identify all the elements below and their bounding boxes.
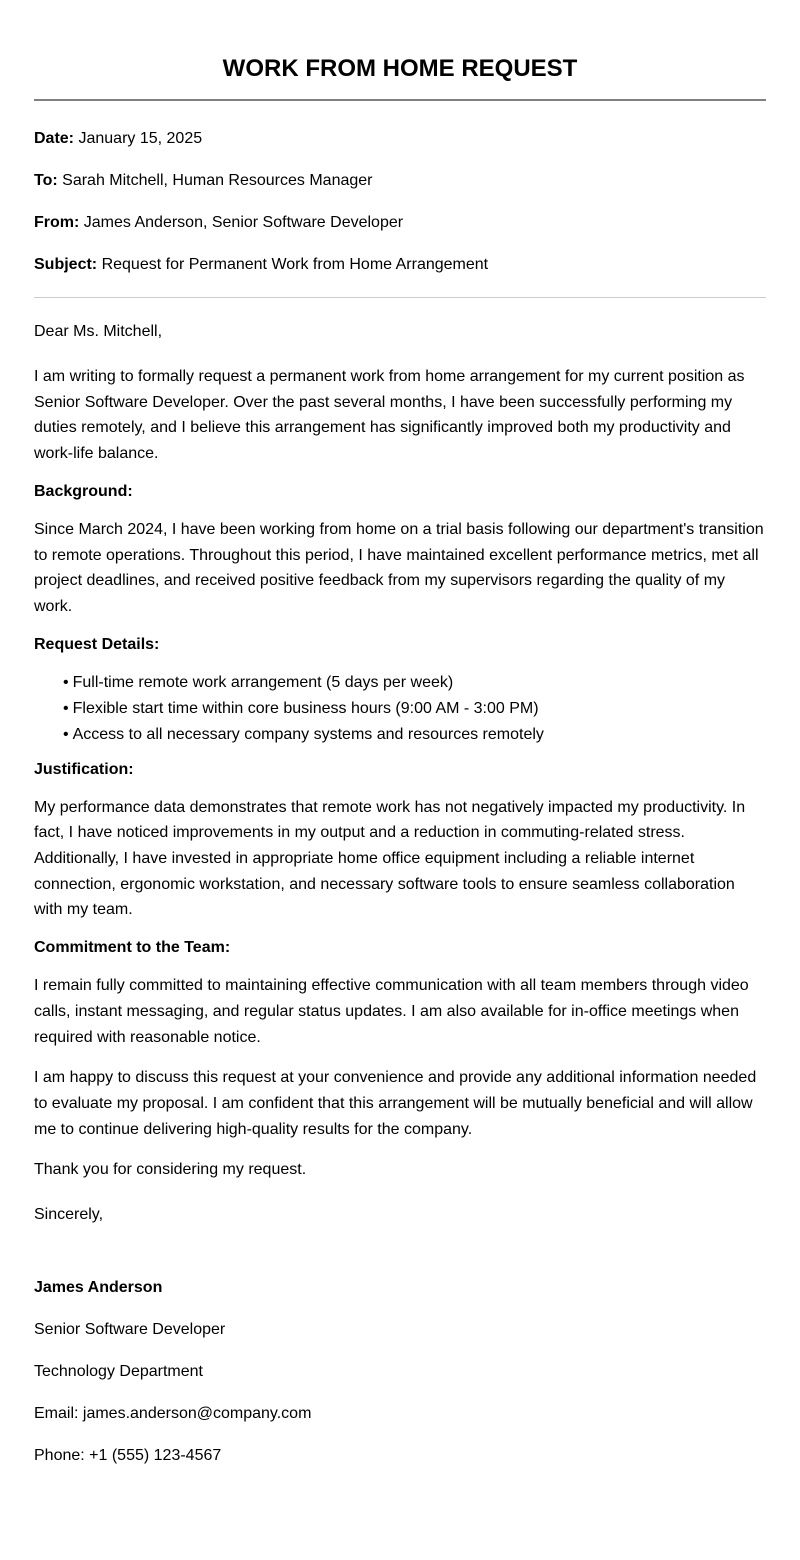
to-value: Sarah Mitchell, Human Resources Manager <box>62 172 373 189</box>
background-heading: Background: <box>34 482 133 500</box>
subject-line <box>34 255 766 275</box>
bullet-icon: • <box>63 725 69 743</box>
date-label: Date: <box>34 130 75 147</box>
date-value: January 15, 2025 <box>78 130 203 147</box>
signer-department: Technology Department <box>34 1363 203 1381</box>
list-item <box>63 722 766 748</box>
thanks-line: Thank you for considering my request. <box>34 1161 307 1179</box>
closing-line: Sincerely, <box>34 1206 104 1224</box>
from-label: From: <box>34 214 80 231</box>
date-line <box>34 129 766 149</box>
subject-value: Request for Permanent Work from Home Arrangement <box>101 256 489 273</box>
commitment-paragraph: I remain fully committed to maintaining effective communication with all team members through video calls, instant messaging, and regular status updates. I am also available for in-office meetings when required with reasonable notice. <box>34 977 749 1046</box>
memo-header <box>34 129 766 275</box>
intro-paragraph: I am writing to formally request a permanent work from home arrangement for my current position as Senior Software Developer. Over the past several months, I have been successfully performing my duties remotely, and I believe this arrangement has significantly improved both my productivity and work-life balance. <box>34 368 745 463</box>
list-item-text: Full-time remote work arrangement (5 days per week) <box>72 673 454 691</box>
signature-block <box>34 1278 766 1466</box>
letter-body <box>34 322 766 1225</box>
document-title: WORK FROM HOME REQUEST <box>222 55 578 82</box>
list-item <box>63 670 766 696</box>
justification-heading: Justification: <box>34 760 134 778</box>
signer-name: James Anderson <box>34 1279 163 1297</box>
discussion-paragraph: I am happy to discuss this request at your convenience and provide any additional information needed to evaluate my proposal. I am confident that this arrangement will be mutually beneficial and will allow me to continue delivering high-quality results for the company. <box>34 1069 757 1138</box>
to-label: To: <box>34 172 58 189</box>
background-paragraph: Since March 2024, I have been working from home on a trial basis following our department's transition to remote operations. Throughout this period, I have maintained excellent performance metrics, met all project deadlines, and received positive feedback from my supervisors regarding the quality of my work. <box>34 520 764 615</box>
from-line <box>34 213 766 233</box>
header-divider <box>34 297 766 298</box>
signer-title: Senior Software Developer <box>34 1321 226 1339</box>
list-item <box>63 696 766 722</box>
justification-paragraph: My performance data demonstrates that remote work has not negatively impacted my productivity. In fact, I have noticed improvements in my output and a reduction in commuting-related stress. Additionally, I have invested in appropriate home office equipment including a reliable internet connection, ergonomic workstation, and necessary software tools to ensure seamless collaboration with my team. <box>34 798 746 919</box>
list-item-text: Access to all necessary company systems and resources remotely <box>72 725 544 743</box>
commitment-heading: Commitment to the Team: <box>34 939 231 957</box>
request-details-list <box>34 670 766 748</box>
salutation: Dear Ms. Mitchell, <box>34 323 163 340</box>
title-divider <box>34 99 766 101</box>
subject-label: Subject: <box>34 256 98 273</box>
list-item-text: Flexible start time within core business hours (9:00 AM - 3:00 PM) <box>72 699 539 717</box>
bullet-icon: • <box>63 699 69 717</box>
signer-phone: Phone: +1 (555) 123-4567 <box>34 1447 222 1465</box>
bullet-icon: • <box>63 673 69 691</box>
request-details-heading: Request Details: <box>34 635 160 653</box>
to-line <box>34 171 766 191</box>
letter-page <box>34 0 766 1466</box>
signer-email: Email: james.anderson@company.com <box>34 1405 312 1423</box>
from-value: James Anderson, Senior Software Developer <box>83 214 404 231</box>
